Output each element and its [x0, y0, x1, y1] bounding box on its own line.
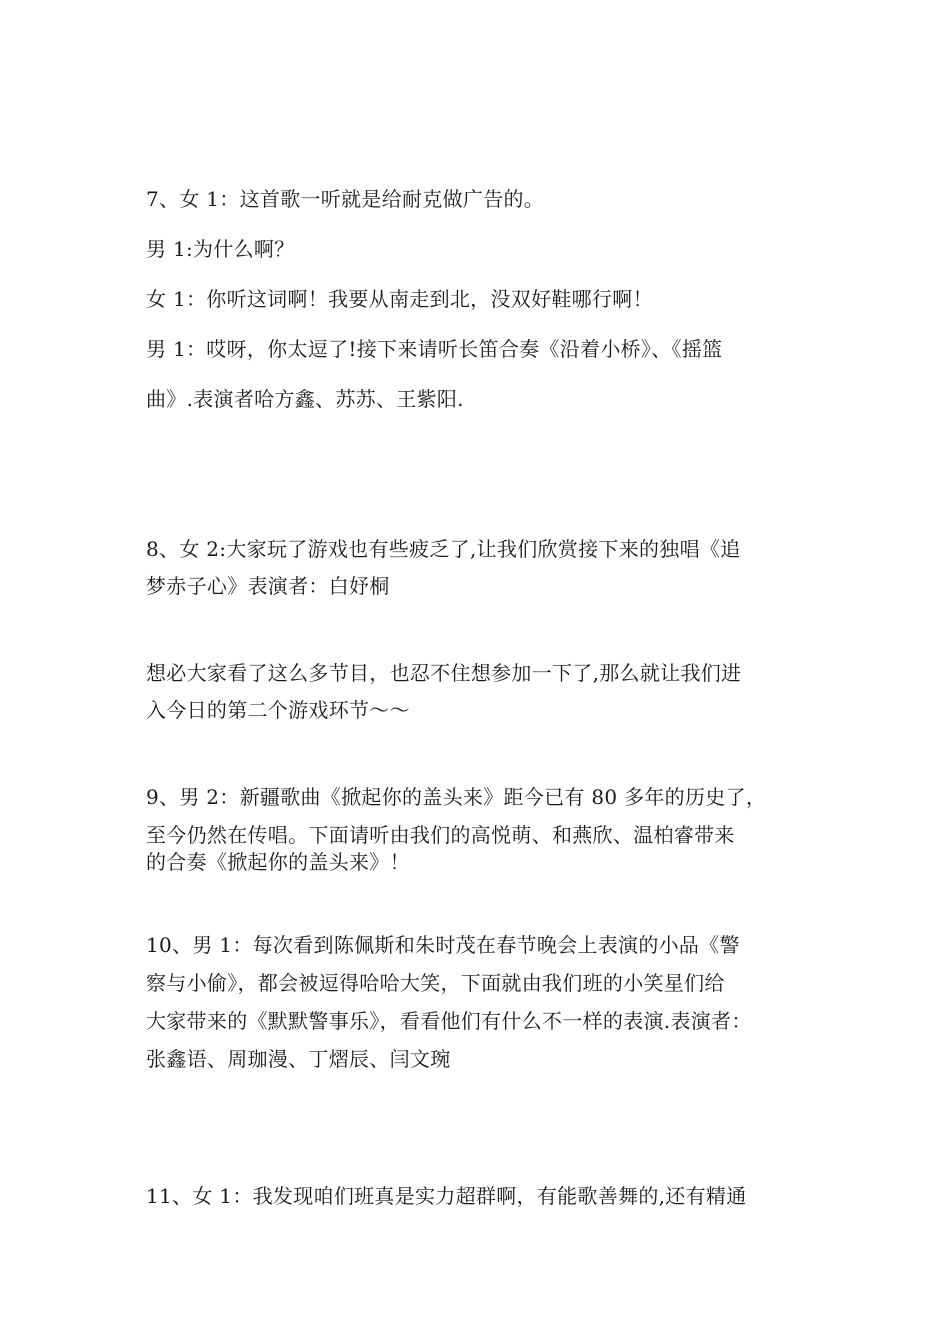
text-line: 10、男 1：每次看到陈佩斯和朱时茂在春节晚会上表演的小品《警 — [146, 933, 740, 957]
text-line: 男 1：哎呀，你太逗了!接下来请听长笛合奏《沿着小桥》、《摇篮 — [146, 337, 723, 361]
text-line: 至今仍然在传唱。下面请听由我们的高悦萌、和燕欣、温柏睿带来 — [146, 823, 735, 847]
text-line: 大家带来的《默默警事乐》，看看他们有什么不一样的表演.表演者： — [146, 1009, 752, 1033]
text-line: 8、女 2:大家玩了游戏也有些疲乏了,让我们欣赏接下来的独唱《追 — [146, 537, 741, 561]
text-line: 男 1:为什么啊？ — [146, 237, 295, 261]
text-line: 11、女 1：我发现咱们班真是实力超群啊，有能歌善舞的,还有精通 — [146, 1184, 747, 1208]
text-line: 察与小偷》，都会被逗得哈哈大笑，下面就由我们班的小笑星们给 — [146, 971, 725, 995]
text-line: 曲》.表演者哈方鑫、苏苏、王紫阳. — [146, 387, 464, 411]
text-line: 张鑫语、周珈漫、丁熠辰、闫文琬 — [146, 1047, 451, 1071]
text-line: 的合奏《掀起你的盖头来》！ — [146, 850, 410, 874]
text-line: 7、女 1：这首歌一听就是给耐克做广告的。 — [146, 187, 545, 211]
text-line: 9、男 2：新疆歌曲《掀起你的盖头来》距今已有 80 多年的历史了， — [146, 785, 767, 809]
text-line: 女 1：你听这词啊！我要从南走到北，没双好鞋哪行啊！ — [146, 287, 653, 311]
text-line: 入今日的第二个游戏环节～～ — [146, 698, 410, 722]
text-line: 梦赤子心》表演者：白妤桐 — [146, 574, 390, 598]
text-line: 想必大家看了这么多节目，也忍不住想参加一下了,那么就让我们进 — [146, 661, 742, 685]
